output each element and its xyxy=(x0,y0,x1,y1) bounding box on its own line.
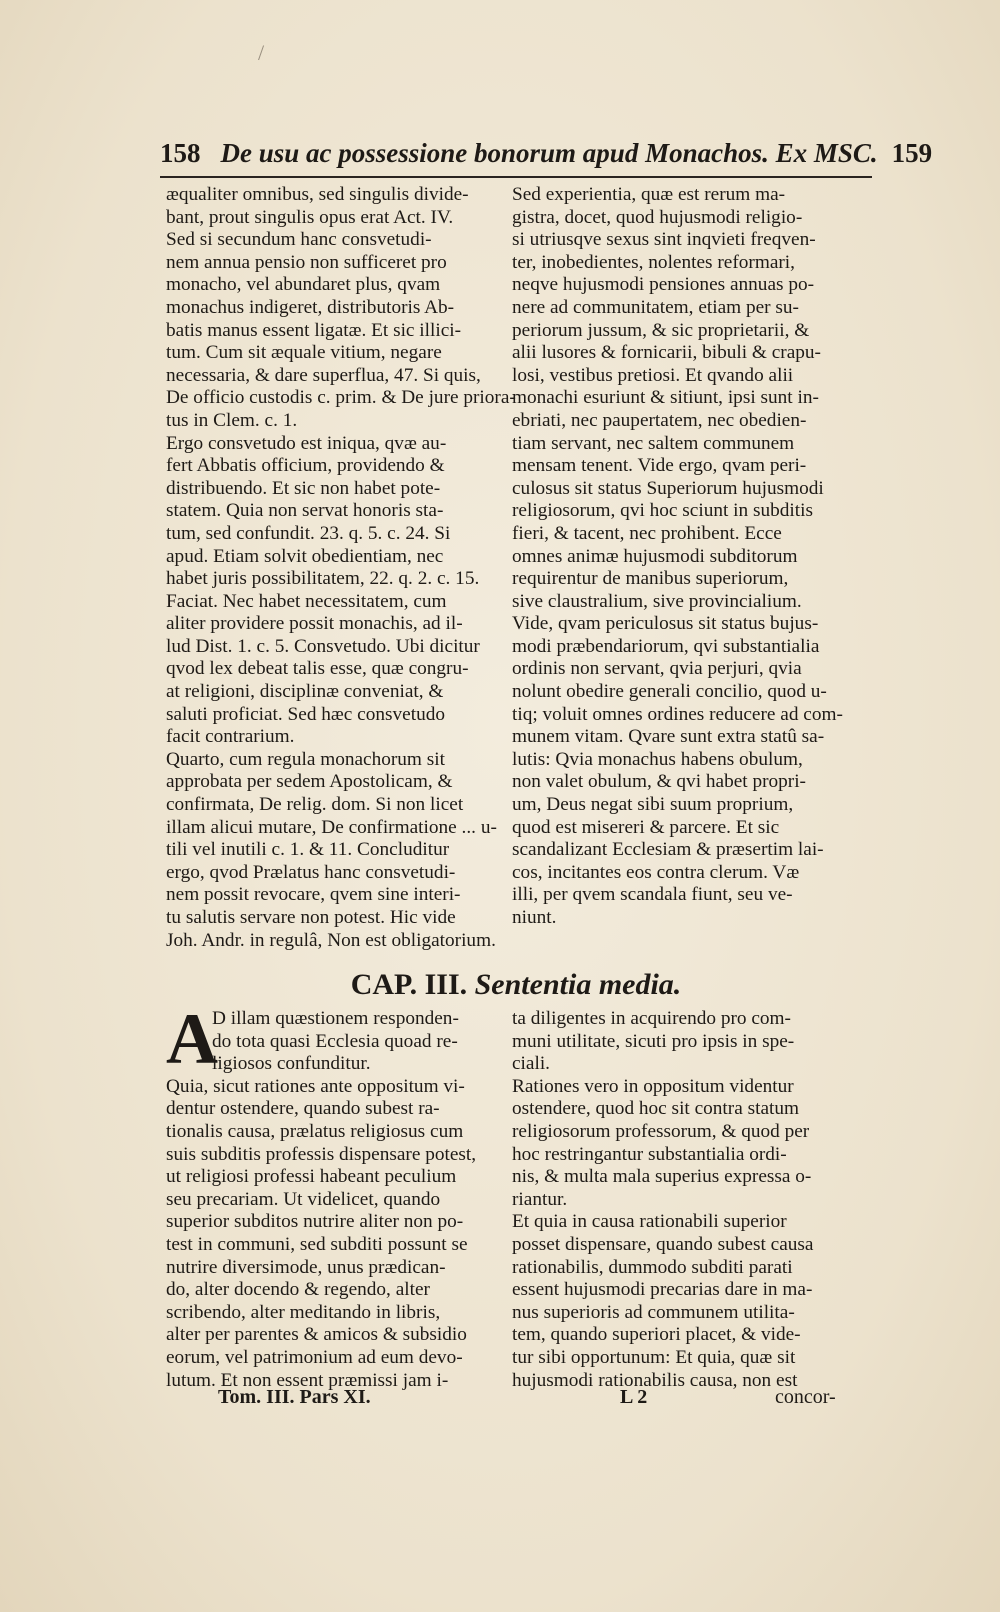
text-line: religiosorum, qvi hoc sciunt in subditis xyxy=(512,500,813,522)
text-line: ligiosos confunditur. xyxy=(212,1053,371,1075)
right-page-number: 159 xyxy=(891,138,933,168)
text-line: batis manus essent ligatæ. Et sic illici- xyxy=(166,319,462,341)
text-line: ergo, qvod Prælatus hanc consvetudi- xyxy=(166,861,456,883)
text-line: Et quia in causa rationabili superior xyxy=(512,1211,787,1233)
text-line: Quarto, cum regula monachorum sit xyxy=(166,748,445,770)
text-line: gistra, docet, quod hujusmodi religio- xyxy=(512,206,803,228)
text-line: fert Abbatis officium, providendo & xyxy=(166,455,445,477)
text-line: culosus sit status Superiorum hujusmodi xyxy=(512,477,824,499)
text-line: scribendo, alter meditando in libris, xyxy=(166,1301,441,1323)
text-line: Sed si secundum hanc consvetudi- xyxy=(166,229,432,251)
text-line: hujusmodi rationabilis causa, non est xyxy=(512,1369,798,1391)
text-line: requirentur de manibus superiorum, xyxy=(512,568,789,590)
lower-left-column xyxy=(166,999,492,1392)
text-line: Sed experientia, quæ est rerum ma- xyxy=(512,184,786,205)
text-line: monachi esuriunt & sitiunt, ipsi sunt in- xyxy=(512,387,819,409)
pencil-mark: / xyxy=(258,40,265,65)
text-line: lutis: Qvia monachus habens obulum, xyxy=(512,748,803,770)
text-line: monacho, vel abundaret plus, qvam xyxy=(166,274,441,296)
text-line: neqve hujusmodi pensiones annuas po- xyxy=(512,274,815,296)
text-line: fieri, & tacent, nec prohibent. Ecce xyxy=(512,522,782,544)
left-page-number: 158 xyxy=(160,138,201,168)
text-line: superior subditos nutrire aliter non po- xyxy=(166,1211,464,1233)
text-line: ostendere, quod hoc sit contra statum xyxy=(512,1098,800,1120)
text-line: alii lusores & fornicarii, bibuli & crapu- xyxy=(512,342,821,364)
text-line: nis, & multa mala superius expressa o- xyxy=(512,1166,812,1188)
text-line: Joh. Andr. in regulâ, Non est obligatorium. xyxy=(166,929,496,951)
text-line: quod est misereri & parcere. Et sic xyxy=(512,816,780,838)
text-line: ut religiosi professi habeant peculium xyxy=(166,1166,457,1188)
text-line: aliter providere possit monachis, ad il- xyxy=(166,613,463,635)
text-line: essent hujusmodi precarias dare in ma- xyxy=(512,1279,813,1301)
text-line: alter per parentes & amicos & subsidio xyxy=(166,1324,467,1346)
text-line: nolunt obedire generali concilio, quod u- xyxy=(512,681,827,703)
text-line: qvod lex debeat talis esse, quæ congru- xyxy=(166,658,469,680)
text-line: approbata per sedem Apostolicam, & xyxy=(166,771,453,793)
text-line: Rationes vero in oppositum videntur xyxy=(512,1075,794,1097)
text-line: hoc restringantur substantialia ordi- xyxy=(512,1143,787,1165)
text-line: tem, quando superiori placet, & vide- xyxy=(512,1324,801,1346)
lower-right-column xyxy=(512,1008,858,1392)
text-line: muni utilitate, sicuti pro ipsis in spe- xyxy=(512,1030,795,1052)
text-line: illi, per qvem scandala fiunt, seu ve- xyxy=(512,884,793,906)
text-line: nutrire diversimode, unus prædican- xyxy=(166,1256,446,1278)
text-line: tiam servant, nec saltem communem xyxy=(512,432,795,454)
text-line: æqualiter omnibus, sed singulis divide- xyxy=(166,184,469,205)
text-line: sive claustralium, sive provincialium. xyxy=(512,590,802,612)
text-line: saluti proficiat. Sed hæc consvetudo xyxy=(166,703,445,725)
text-line: distribuendo. Et sic non habet pote- xyxy=(166,477,441,499)
text-line: seu precariam. Ut videlicet, quando xyxy=(166,1188,441,1210)
text-line: tiq; voluit omnes ordines reducere ad com- xyxy=(512,703,843,725)
text-line: habet juris possibilitatem, 22. q. 2. c. 15. xyxy=(166,568,480,590)
chapter-heading xyxy=(160,968,872,1002)
text-line: tionalis causa, prælatus religiosus cum xyxy=(166,1120,464,1142)
text-line: illam alicui mutare, De confirmatione ... u- xyxy=(166,816,497,838)
text-line: nem possit revocare, qvem sine interi- xyxy=(166,884,461,906)
text-line: at religioni, disciplinæ conveniat, & xyxy=(166,681,444,703)
text-line: facit contrarium. xyxy=(166,726,295,748)
text-line: lud Dist. 1. c. 5. Consvetudo. Ubi dicitur xyxy=(166,635,480,657)
text-line: Faciat. Nec habet necessitatem, cum xyxy=(166,590,447,612)
text-line: mensam tenent. Vide ergo, qvam peri- xyxy=(512,455,807,477)
text-line: um, Deus negat sibi suum proprium, xyxy=(512,794,794,816)
text-line: eorum, vel patrimonium ad eum devo- xyxy=(166,1346,463,1368)
text-line: ebriati, nec paupertatem, nec obedien- xyxy=(512,409,807,431)
text-line: D illam quæstionem responden- xyxy=(212,1008,459,1029)
text-line: cos, incitantes eos contra clerum. Væ xyxy=(512,861,800,883)
upper-right-column xyxy=(512,184,858,930)
text-line: tur sibi opportunum: Et quia, quæ sit xyxy=(512,1346,796,1368)
text-line: periorum jussum, & sic proprietarii, & xyxy=(512,319,810,341)
text-line: riantur. xyxy=(512,1188,568,1210)
text-line: suis subditis professis dispensare potest, xyxy=(166,1143,477,1165)
running-title: De usu ac possessione bonorum apud Monachos. Ex MSC. xyxy=(220,138,878,168)
text-line: rationabilis, dummodo subditi parati xyxy=(512,1256,793,1278)
text-line: Ergo consvetudo est iniqua, qvæ au- xyxy=(166,432,447,454)
text-line: statem. Quia non servat honoris sta- xyxy=(166,500,444,522)
text-line: non valet obulum, & qvi habet propri- xyxy=(512,771,806,793)
text-line: religiosorum professorum, & quod per xyxy=(512,1120,810,1142)
text-line: Vide, qvam periculosus sit status bujus- xyxy=(512,613,819,635)
header-rule xyxy=(160,176,872,178)
text-line: do, alter docendo & regendo, alter xyxy=(166,1279,430,1301)
text-line: modi præbendariorum, qvi substantialia xyxy=(512,635,820,657)
text-line: nem annua pensio non sufficeret pro xyxy=(166,251,447,273)
text-line: niunt. xyxy=(512,907,557,928)
text-line: losi, vestibus pretiosi. Et qvando alii xyxy=(512,364,794,386)
text-line: confirmata, De relig. dom. Si non licet xyxy=(166,794,464,816)
text-line: Quia, sicut rationes ante oppositum vi- xyxy=(166,1075,465,1097)
drop-capital: A xyxy=(166,999,218,1079)
text-line: munem vitam. Qvare sunt extra statû sa- xyxy=(512,726,825,748)
upper-left-column xyxy=(166,184,516,952)
catchword: concor- xyxy=(775,1386,836,1408)
text-line: nus superioris ad communem utilita- xyxy=(512,1301,795,1323)
volume-signature: Tom. III. Pars XI. xyxy=(218,1386,371,1408)
text-line: do tota quasi Ecclesia quoad re- xyxy=(212,1030,458,1052)
text-line: tus in Clem. c. 1. xyxy=(166,409,298,431)
text-line: tum, sed confundit. 23. q. 5. c. 24. Si xyxy=(166,522,451,544)
text-line: ciali. xyxy=(512,1053,551,1075)
text-line: De officio custodis c. prim. & De jure priora- xyxy=(166,387,516,409)
text-line: scandalizant Ecclesiam & præsertim lai- xyxy=(512,839,824,861)
text-line: si utriusqve sexus sint inqvieti freqven- xyxy=(512,229,816,251)
text-line: posset dispensare, quando subest causa xyxy=(512,1233,814,1255)
text-line: lutum. Et non essent præmissi jam i- xyxy=(166,1369,449,1391)
text-line: tu salutis servare non potest. Hic vide xyxy=(166,907,456,928)
text-line: apud. Etiam solvit obedientiam, nec xyxy=(166,545,444,567)
text-line: necessaria, & dare superflua, 47. Si quis, xyxy=(166,364,481,386)
text-line: omnes animæ hujusmodi subditorum xyxy=(512,545,798,567)
text-line: ordinis non servant, qvia perjuri, qvia xyxy=(512,658,802,680)
text-line: test in communi, sed subditi possunt se xyxy=(166,1233,468,1255)
text-line: ter, inobedientes, nolentes reformari, xyxy=(512,251,795,273)
chapter-subtitle: Sententia media. xyxy=(474,968,682,1001)
chapter-label: CAP. III. xyxy=(350,968,468,1001)
text-line: tum. Cum sit æquale vitium, negare xyxy=(166,342,442,364)
text-line: ta diligentes in acquirendo pro com- xyxy=(512,1008,791,1029)
text-line: tili vel inutili c. 1. & 11. Concluditur xyxy=(166,839,450,861)
text-line: nere ad communitatem, etiam per su- xyxy=(512,296,799,318)
text-line: bant, prout singulis opus erat Act. IV. xyxy=(166,206,454,228)
gathering-signature: L 2 xyxy=(620,1386,648,1408)
text-line: dentur ostendere, quando subest ra- xyxy=(166,1098,440,1120)
running-header xyxy=(160,138,933,174)
text-line: monachus indigeret, distributoris Ab- xyxy=(166,296,455,318)
